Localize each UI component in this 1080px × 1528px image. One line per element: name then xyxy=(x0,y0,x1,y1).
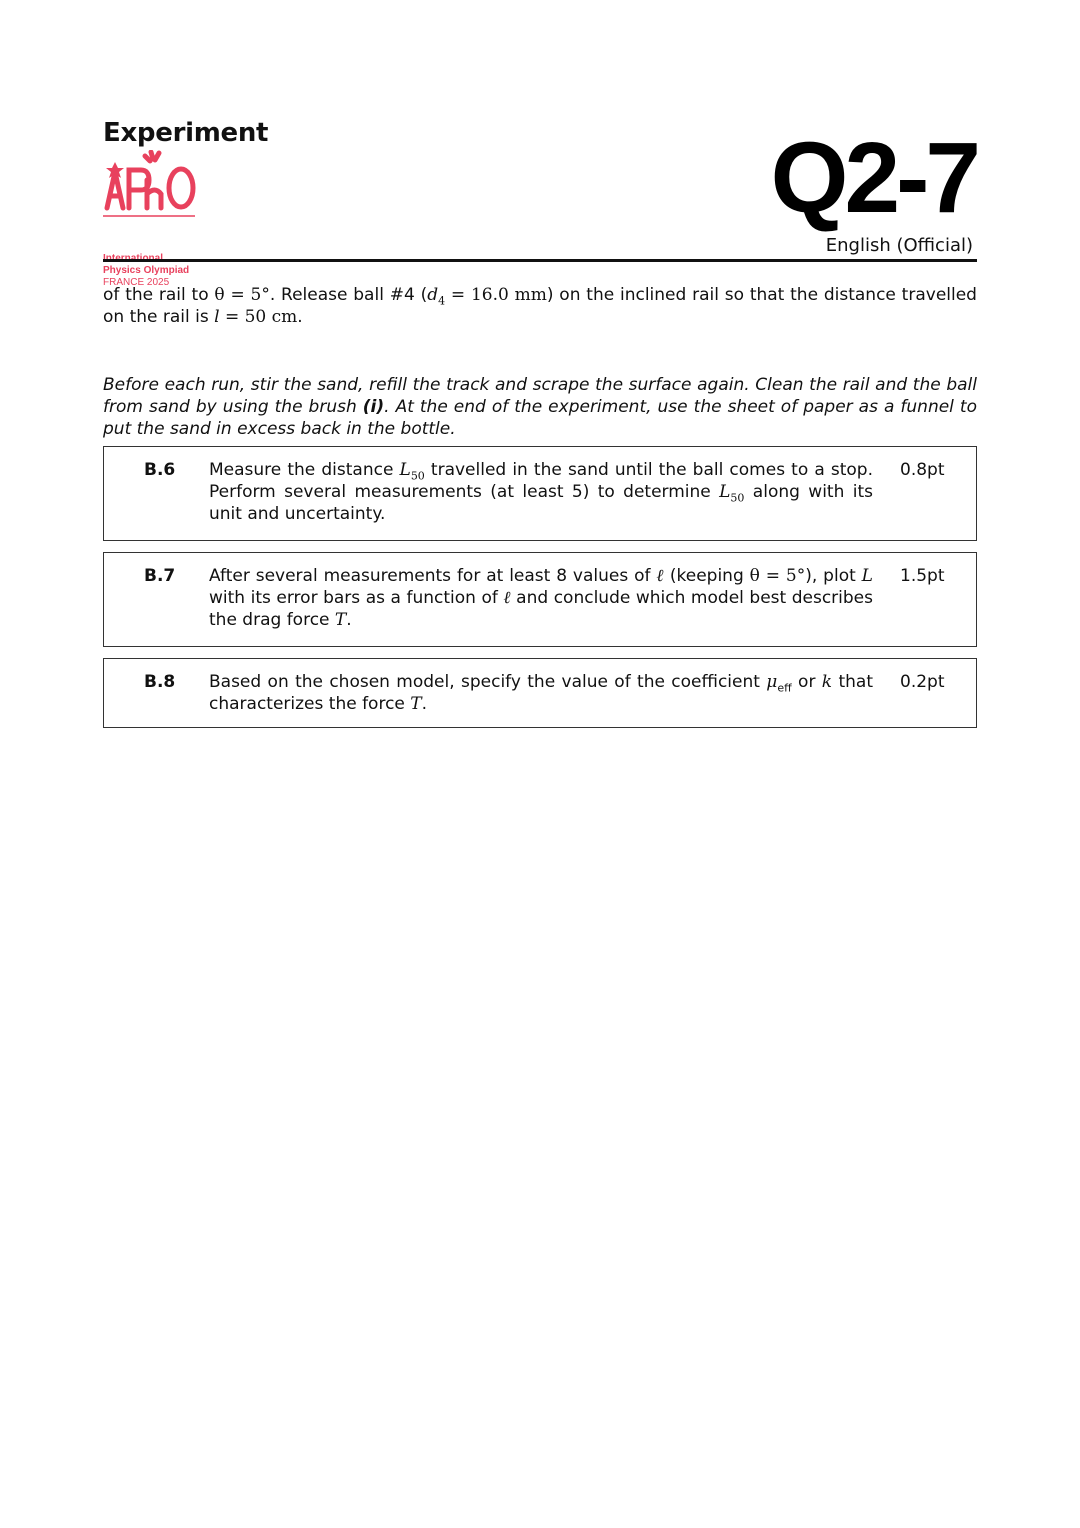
ipho-logo-icon xyxy=(103,150,199,220)
task-text-part: and conclude which model best describes the drag force xyxy=(209,588,874,630)
task-text-part: or xyxy=(791,672,822,692)
instructions-paragraph xyxy=(103,374,977,440)
p1-text-3: ) on the inclined rail so that the distance travelled on the rail is xyxy=(103,285,977,327)
task-box-b7 xyxy=(103,552,977,647)
p2-text-2: . At the end of the experiment, use the sheet of paper as a funnel to put the sand in excess back in the bottle. xyxy=(103,397,977,439)
task-math-sub: 50 xyxy=(730,491,745,505)
task-box-b8 xyxy=(103,658,977,728)
p1-text-1: of the rail to xyxy=(103,285,215,305)
task-text-part: with its error bars as a function of xyxy=(209,588,504,608)
page-header xyxy=(103,0,977,288)
task-math-T: T xyxy=(410,694,422,714)
task-box-b6 xyxy=(103,446,977,541)
task-text xyxy=(209,671,873,715)
logo-line-3: FRANCE 2025 xyxy=(103,277,170,288)
task-math-L: L xyxy=(399,460,411,480)
task-math-ell: ℓ xyxy=(503,588,511,608)
task-points: 1.5pt xyxy=(900,566,945,586)
task-points: 0.2pt xyxy=(900,672,945,692)
p2-brush-ref: (i) xyxy=(362,397,385,417)
task-text-part: travelled in the sand until the ball comes to a stop. Perform several measurements (at least 5) to determine xyxy=(209,460,873,502)
task-text-part: ), plot xyxy=(805,566,862,586)
task-id: B.6 xyxy=(144,460,176,480)
task-math-T: T xyxy=(334,610,347,630)
p1-d-value: = 16.0 mm xyxy=(445,285,547,305)
task-math-k: k xyxy=(821,672,833,692)
task-text-part: along with its unit and uncertainty. xyxy=(209,482,873,524)
task-text-part: Based on the chosen model, specify the value of the coefficient xyxy=(209,672,767,692)
header-rule xyxy=(103,259,977,262)
p1-l-value: = 50 cm xyxy=(219,307,298,327)
page xyxy=(103,0,977,714)
p1-text-2: . Release ball #4 ( xyxy=(269,285,428,305)
task-math-ell: ℓ xyxy=(656,566,664,586)
task-text-part: . xyxy=(346,610,352,630)
p1-d-sub: 4 xyxy=(438,294,446,308)
ipho-logo xyxy=(103,150,203,288)
task-math-L: L xyxy=(861,566,873,586)
language-label: English (Official) xyxy=(825,235,973,256)
task-text-part: (keeping xyxy=(663,566,750,586)
task-math-mu: μ xyxy=(766,672,778,692)
p1-l: l xyxy=(214,307,220,327)
task-text-part: . xyxy=(421,694,428,714)
task-math-L: L xyxy=(719,482,731,502)
task-math-sub: eff xyxy=(777,681,792,695)
task-math-theta: θ = 5° xyxy=(749,566,806,586)
p1-d: d xyxy=(427,285,439,305)
task-text xyxy=(209,459,873,525)
question-number: Q2-7 xyxy=(770,122,977,234)
p1-text-4: . xyxy=(297,307,303,327)
header-left xyxy=(103,117,269,288)
p2-text-1: Before each run, stir the sand, refill the track and scrape the surface again. Clean the rail and the ball from sand by using the brush xyxy=(103,375,977,417)
logo-line-2: Physics Olympiad xyxy=(103,265,190,276)
task-text xyxy=(209,565,873,631)
intro-paragraph xyxy=(103,284,977,328)
task-text-part: that characterizes the force xyxy=(209,672,873,714)
task-text-part: After several measurements for at least 8 values of xyxy=(209,566,657,586)
task-points: 0.8pt xyxy=(900,460,945,480)
section-title: Experiment xyxy=(103,118,269,148)
task-text-part: Measure the distance xyxy=(209,460,400,480)
task-math-sub: 50 xyxy=(410,469,425,483)
task-id: B.8 xyxy=(144,672,176,692)
task-id: B.7 xyxy=(144,566,176,586)
p1-theta: θ = 5° xyxy=(214,285,270,305)
